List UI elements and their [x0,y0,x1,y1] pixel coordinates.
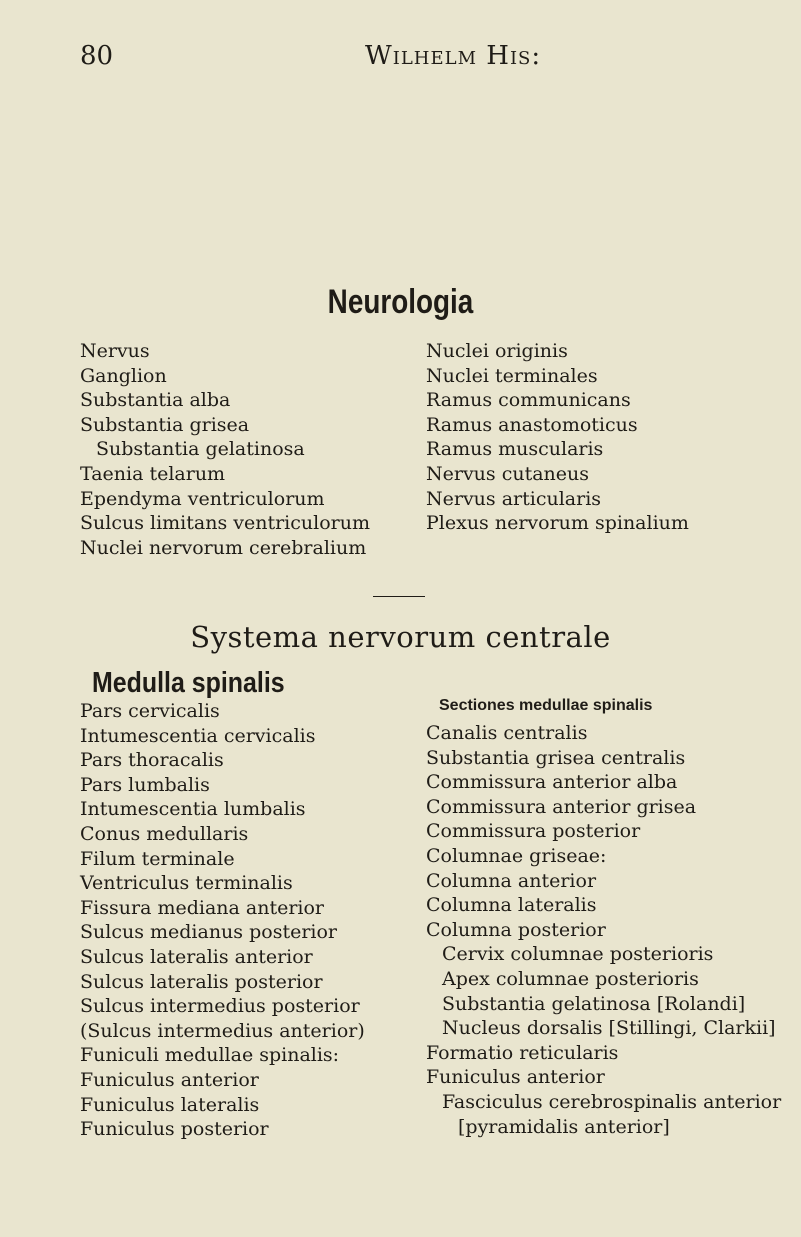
term-line: Ganglion [80,364,167,387]
medulla-heading: Medulla spinalis [92,667,285,699]
term-line: Nuclei nervorum cerebralium [80,536,367,559]
term-line: Columna anterior [426,869,597,892]
term-line: Sulcus lateralis posterior [80,970,323,993]
term-line: Sulcus limitans ventriculorum [80,512,370,535]
term-line: Taenia telarum [80,462,226,485]
sectiones-heading: Sectiones medullae spinalis [439,697,653,714]
term-line: Formatio reticularis [426,1041,619,1064]
term-line: Columnae griseae: [426,844,607,867]
term-line: Columna lateralis [426,894,597,917]
term-line: Funiculus lateralis [80,1093,260,1116]
divider-rule [373,596,425,597]
term-line: Pars cervicalis [80,700,220,722]
term-line: Intumescentia lumbalis [80,798,306,821]
term-line: Sulcus lateralis anterior [80,945,313,968]
running-header: Wilhelm His: [365,41,542,71]
term-line: Fissura mediana anterior [80,896,325,919]
term-line: Ramus anastomoticus [426,413,638,436]
neurologia-heading: Neurologia [327,283,474,321]
term-line: Columna posterior [426,918,606,941]
term-line: Nuclei originis [426,340,568,362]
term-line: Substantia grisea [80,413,250,436]
term-line: Pars lumbalis [80,773,210,796]
term-line: Funiculus anterior [80,1068,259,1091]
neurologia-right-column [426,339,689,536]
sectiones-terms-column [426,721,781,1139]
term-line: Apex columnae posterioris [442,967,699,990]
term-line: Funiculus posterior [80,1118,269,1141]
term-line: (Sulcus intermedius anterior) [80,1019,365,1042]
term-line: Plexus nervorum spinalium [426,512,689,535]
term-line: Ependyma ventriculorum [80,487,325,510]
term-line: Commissura anterior grisea [426,795,697,818]
page-number: 80 [80,41,114,71]
term-line: Nucleus dorsalis [Stillingi, Clarkii] [442,1017,776,1040]
term-line: Nervus [80,340,150,362]
term-line: Canalis centralis [426,722,588,744]
term-line: Ramus communicans [426,389,631,412]
medulla-terms-column [80,699,365,1142]
term-line: [pyramidalis anterior] [458,1115,670,1138]
term-line: Pars thoracalis [80,749,224,772]
term-line: Funiculus anterior [426,1066,605,1089]
term-line: Funiculi medullae spinalis: [80,1044,340,1067]
term-line: Substantia grisea centralis [426,746,686,769]
term-line: Nervus cutaneus [426,462,590,485]
term-line: Commissura anterior alba [426,771,678,794]
term-line: Commissura posterior [426,820,641,843]
term-line: Cervix columnae posterioris [442,943,714,966]
term-line: Intumescentia cervicalis [80,724,316,747]
term-line: Fasciculus cerebrospinalis anterior [442,1090,782,1113]
systema-heading: Systema nervorum centrale [190,620,611,654]
term-line: Ramus muscularis [426,438,604,461]
term-line: Nervus articularis [426,487,602,510]
term-line: Filum terminale [80,847,235,870]
neurologia-left-column [80,339,370,560]
term-line: Sulcus intermedius posterior [80,995,360,1018]
term-line: Nuclei terminales [426,364,598,387]
term-line: Substantia gelatinosa [Rolandi] [442,992,746,1015]
term-line: Ventriculus terminalis [80,872,293,895]
term-line: Conus medullaris [80,822,249,845]
term-line: Sulcus medianus posterior [80,921,338,944]
term-line: Substantia alba [80,389,231,412]
term-line: Substantia gelatinosa [96,438,305,461]
